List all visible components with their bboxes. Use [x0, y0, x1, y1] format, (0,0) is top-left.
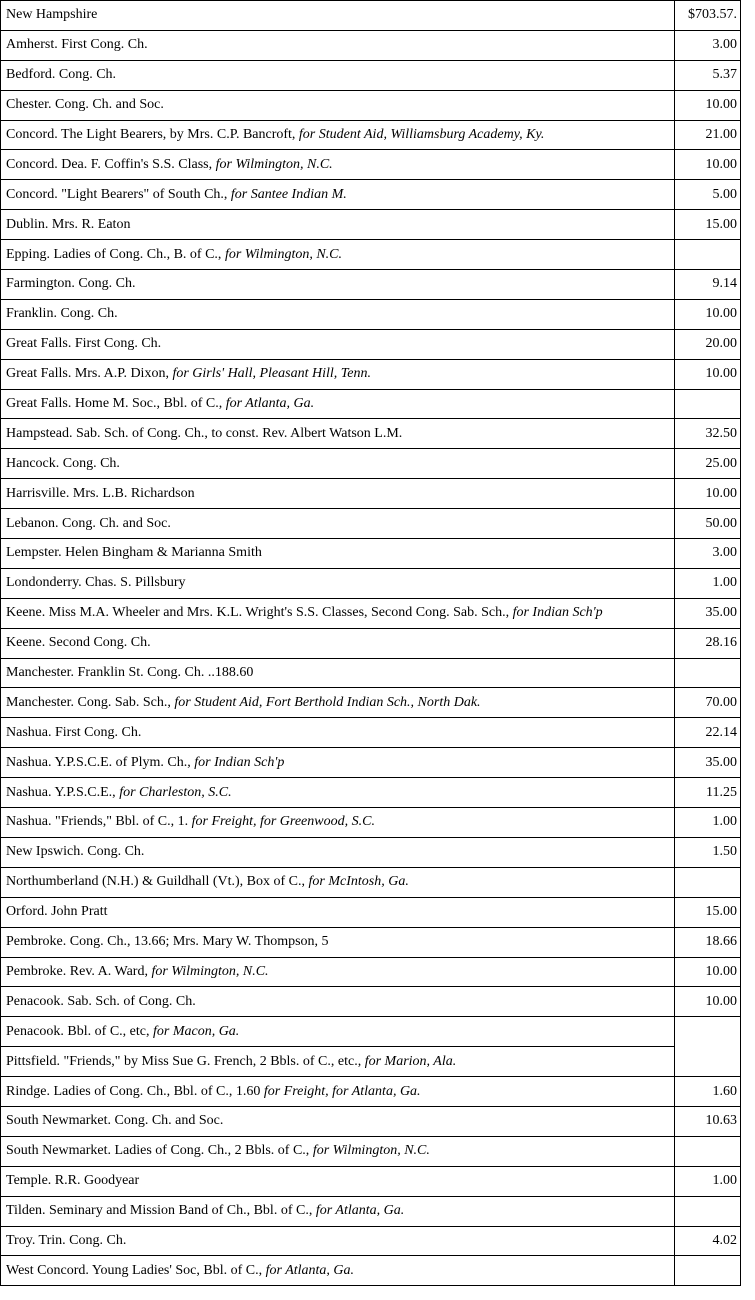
donor-text: Lempster. Helen Bingham & Marianna Smith: [6, 545, 262, 561]
donor-text: Harrisville. Mrs. L.B. Richardson: [6, 485, 195, 501]
table-row: [1, 1017, 741, 1047]
donor-cell: [1, 987, 675, 1017]
amount-cell: [675, 658, 741, 688]
donor-text: Nashua. First Cong. Ch.: [6, 724, 142, 740]
amount-cell: [675, 240, 741, 270]
donor-text: Hancock. Cong. Ch.: [6, 455, 120, 471]
donor-text: Chester. Cong. Ch. and Soc.: [6, 97, 164, 113]
designation-note: for Atlanta, Ga.: [315, 1203, 405, 1219]
donor-cell: [1, 60, 675, 90]
donor-text: Keene. Miss M.A. Wheeler and Mrs. K.L. Wright's S.S. Classes, Second Cong. Sab. Sch.,: [6, 605, 513, 621]
amount-cell: 10.00: [675, 359, 741, 389]
amount-cell: 35.00: [675, 598, 741, 628]
table-row: [1, 479, 741, 509]
table-row: [1, 987, 741, 1017]
donor-cell: [1, 688, 675, 718]
donor-cell: [1, 539, 675, 569]
amount-cell: 22.14: [675, 718, 741, 748]
designation-note: for Macon, Ga.: [152, 1023, 240, 1039]
amount-cell: 1.60: [675, 1077, 741, 1107]
amount-cell: 20.00: [675, 329, 741, 359]
designation-note: for Girls' Hall, Pleasant Hill, Tenn.: [172, 366, 371, 382]
donor-cell: [1, 479, 675, 509]
amount-cell: 15.00: [675, 210, 741, 240]
donor-text: Hampstead. Sab. Sch. of Cong. Ch., to const. Rev. Albert Watson L.M.: [6, 425, 403, 441]
table-row: [1, 718, 741, 748]
donor-cell: [1, 240, 675, 270]
table-row: [1, 539, 741, 569]
donor-cell: [1, 270, 675, 300]
table-row: [1, 90, 741, 120]
table-row: [1, 1196, 741, 1226]
donor-text: Dublin. Mrs. R. Eaton: [6, 216, 131, 232]
amount-cell: 1.00: [675, 808, 741, 838]
state-name-cell: [1, 1, 675, 31]
table-row: [1, 1077, 741, 1107]
amount-cell: [675, 389, 741, 419]
donor-cell: [1, 1196, 675, 1226]
donor-cell: [1, 419, 675, 449]
donor-text: Great Falls. Mrs. A.P. Dixon,: [6, 366, 173, 382]
donor-cell: [1, 1256, 675, 1286]
donor-cell: [1, 1077, 675, 1107]
table-row: [1, 1047, 741, 1077]
table-row: [1, 270, 741, 300]
table-row: [1, 598, 741, 628]
designation-note: for Wilmington, N.C.: [215, 156, 333, 172]
table-row: [1, 1136, 741, 1166]
donor-text: Pembroke. Cong. Ch., 13.66; Mrs. Mary W. Thompson, 5: [6, 934, 329, 950]
designation-note: for Freight, for Atlanta, Ga.: [263, 1083, 421, 1099]
amount-cell: 5.00: [675, 180, 741, 210]
donor-cell: [1, 598, 675, 628]
donor-text: South Newmarket. Cong. Ch. and Soc.: [6, 1113, 224, 1129]
amount-cell: [675, 1136, 741, 1166]
donor-cell: [1, 718, 675, 748]
amount-cell: 10.00: [675, 150, 741, 180]
donor-text: Keene. Second Cong. Ch.: [6, 635, 151, 651]
donor-text: Lebanon. Cong. Ch. and Soc.: [6, 515, 171, 531]
donor-text: Concord. "Light Bearers" of South Ch.,: [6, 186, 231, 202]
donor-text: Pembroke. Rev. A. Ward,: [6, 963, 152, 979]
donor-cell: [1, 90, 675, 120]
designation-note: for Wilmington, N.C.: [312, 1143, 430, 1159]
donor-cell: [1, 658, 675, 688]
donor-text: Orford. John Pratt: [6, 904, 108, 920]
donor-text: Nashua. Y.P.S.C.E. of Plym. Ch.,: [6, 754, 195, 770]
table-row: [1, 1226, 741, 1256]
table-row: [1, 509, 741, 539]
table-row: [1, 568, 741, 598]
donor-cell: [1, 1017, 675, 1047]
amount-cell: 10.63: [675, 1106, 741, 1136]
amount-cell: 1.00: [675, 568, 741, 598]
table-row: [1, 150, 741, 180]
donor-text: Nashua. Y.P.S.C.E.,: [6, 784, 120, 800]
donor-text: Pittsfield. "Friends," by Miss Sue G. French, 2 Bbls. of C., etc.,: [6, 1053, 365, 1069]
donor-cell: [1, 837, 675, 867]
donor-cell: [1, 299, 675, 329]
designation-note: for Marion, Ala.: [364, 1053, 457, 1069]
donor-cell: [1, 748, 675, 778]
donor-text: Northumberland (N.H.) & Guildhall (Vt.), Box of C.,: [6, 874, 309, 890]
donor-text: Penacook. Sab. Sch. of Cong. Ch.: [6, 993, 196, 1009]
donor-cell: [1, 927, 675, 957]
designation-note: for Wilmington, N.C.: [224, 246, 343, 262]
designation-note: for Atlanta, Ga.: [225, 396, 315, 412]
table-row: [1, 927, 741, 957]
table-row: [1, 748, 741, 778]
amount-cell: 3.00: [675, 30, 741, 60]
amount-cell: 9.14: [675, 270, 741, 300]
table-row: [1, 1106, 741, 1136]
table-row: [1, 419, 741, 449]
amount-cell: 35.00: [675, 748, 741, 778]
receipts-table-body: [1, 1, 741, 1286]
table-row: [1, 30, 741, 60]
donor-cell: [1, 1166, 675, 1196]
table-row: [1, 778, 741, 808]
donor-cell: [1, 180, 675, 210]
donor-text: Manchester. Cong. Sab. Sch.,: [6, 694, 175, 710]
donor-text: Penacook. Bbl. of C., etc,: [6, 1023, 153, 1039]
donor-cell: [1, 897, 675, 927]
table-row: [1, 329, 741, 359]
donor-text: Rindge. Ladies of Cong. Ch., Bbl. of C., 1.60: [6, 1083, 264, 1099]
amount-cell: 25.00: [675, 449, 741, 479]
table-row: [1, 449, 741, 479]
table-row: [1, 808, 741, 838]
amount-cell: 15.00: [675, 897, 741, 927]
donor-cell: [1, 1106, 675, 1136]
table-row: [1, 837, 741, 867]
donor-cell: [1, 808, 675, 838]
table-row: [1, 957, 741, 987]
donor-text: Tilden. Seminary and Mission Band of Ch., Bbl. of C.,: [6, 1203, 316, 1219]
donor-cell: [1, 509, 675, 539]
donor-cell: [1, 1136, 675, 1166]
table-row: [1, 628, 741, 658]
table-row: [1, 1166, 741, 1196]
designation-note: for Indian Sch'p: [512, 605, 603, 621]
designation-note: for Atlanta, Ga.: [265, 1262, 355, 1278]
donor-cell: [1, 30, 675, 60]
designation-note: for Student Aid, Fort Berthold Indian Sch., North Dak.: [174, 694, 481, 710]
donor-cell: [1, 329, 675, 359]
designation-note: for Santee Indian M.: [230, 186, 347, 202]
amount-cell: 50.00: [675, 509, 741, 539]
amount-cell: 10.00: [675, 479, 741, 509]
designation-note: for Indian Sch'p: [194, 754, 285, 770]
amount-cell: 5.37: [675, 60, 741, 90]
table-row: [1, 688, 741, 718]
donor-cell: [1, 359, 675, 389]
table-row: [1, 120, 741, 150]
amount-cell: 1.50: [675, 837, 741, 867]
donor-cell: [1, 389, 675, 419]
amount-cell: 70.00: [675, 688, 741, 718]
amount-cell: 21.00: [675, 120, 741, 150]
donor-text: Nashua. "Friends," Bbl. of C., 1.: [6, 814, 192, 830]
table-row: [1, 897, 741, 927]
donor-text: Concord. The Light Bearers, by Mrs. C.P. Bancroft,: [6, 127, 299, 142]
table-row: [1, 389, 741, 419]
amount-cell: 10.00: [675, 957, 741, 987]
donor-cell: [1, 1226, 675, 1256]
amount-cell: 32.50: [675, 419, 741, 449]
donor-text: New Ipswich. Cong. Ch.: [6, 844, 145, 860]
table-row: [1, 1256, 741, 1286]
table-row: [1, 60, 741, 90]
amount-cell: 10.00: [675, 299, 741, 329]
donor-cell: [1, 957, 675, 987]
donor-cell: [1, 867, 675, 897]
amount-cell: 11.25: [675, 778, 741, 808]
donor-text: Great Falls. Home M. Soc., Bbl. of C.,: [6, 396, 226, 412]
amount-cell: [675, 1196, 741, 1226]
donor-text: Concord. Dea. F. Coffin's S.S. Class,: [6, 156, 216, 172]
amount-cell: [675, 867, 741, 897]
donor-text: Amherst. First Cong. Ch.: [6, 37, 148, 53]
donor-text: Franklin. Cong. Ch.: [6, 306, 118, 322]
donor-text: Manchester. Franklin St. Cong. Ch. ..188.60: [6, 665, 254, 681]
table-row: [1, 658, 741, 688]
donor-text: Farmington. Cong. Ch.: [6, 276, 136, 292]
amount-cell: 10.00: [675, 987, 741, 1017]
designation-note: for Student Aid, Williamsburg Academy, Ky.: [298, 127, 545, 142]
donor-cell: [1, 1047, 675, 1077]
table-row: [1, 210, 741, 240]
amount-cell: 1.00: [675, 1166, 741, 1196]
state-total-row: [1, 1, 741, 31]
donor-text: Londonderry. Chas. S. Pillsbury: [6, 575, 186, 591]
donor-text: West Concord. Young Ladies' Soc, Bbl. of C.,: [6, 1262, 266, 1278]
amount-cell: [675, 1256, 741, 1286]
donor-text: South Newmarket. Ladies of Cong. Ch., 2 Bbls. of C.,: [6, 1143, 313, 1159]
table-row: [1, 867, 741, 897]
donor-cell: [1, 568, 675, 598]
donor-cell: [1, 150, 675, 180]
table-row: [1, 359, 741, 389]
donor-cell: [1, 628, 675, 658]
donor-text: Temple. R.R. Goodyear: [6, 1173, 140, 1189]
donor-text: Epping. Ladies of Cong. Ch., B. of C.,: [6, 246, 225, 262]
amount-cell: 4.02: [675, 1226, 741, 1256]
state-name: New Hampshire: [6, 7, 98, 23]
donor-text: Bedford. Cong. Ch.: [6, 67, 117, 83]
donor-cell: [1, 120, 675, 150]
designation-note: for Wilmington, N.C.: [151, 963, 269, 979]
donor-cell: [1, 210, 675, 240]
amount-cell: 3.00: [675, 539, 741, 569]
designation-note: for McIntosh, Ga.: [308, 874, 409, 890]
donor-text: Troy. Trin. Cong. Ch.: [6, 1232, 127, 1248]
designation-note: for Charleston, S.C.: [119, 784, 232, 800]
amount-cell: [675, 1017, 741, 1077]
table-row: [1, 240, 741, 270]
amount-cell: 28.16: [675, 628, 741, 658]
state-total-amount: $703.57.: [675, 1, 741, 31]
table-row: [1, 299, 741, 329]
donor-cell: [1, 449, 675, 479]
donor-text: Great Falls. First Cong. Ch.: [6, 336, 162, 352]
donor-cell: [1, 778, 675, 808]
amount-cell: 10.00: [675, 90, 741, 120]
table-row: [1, 180, 741, 210]
amount-cell: 18.66: [675, 927, 741, 957]
designation-note: for Freight, for Greenwood, S.C.: [191, 814, 375, 830]
